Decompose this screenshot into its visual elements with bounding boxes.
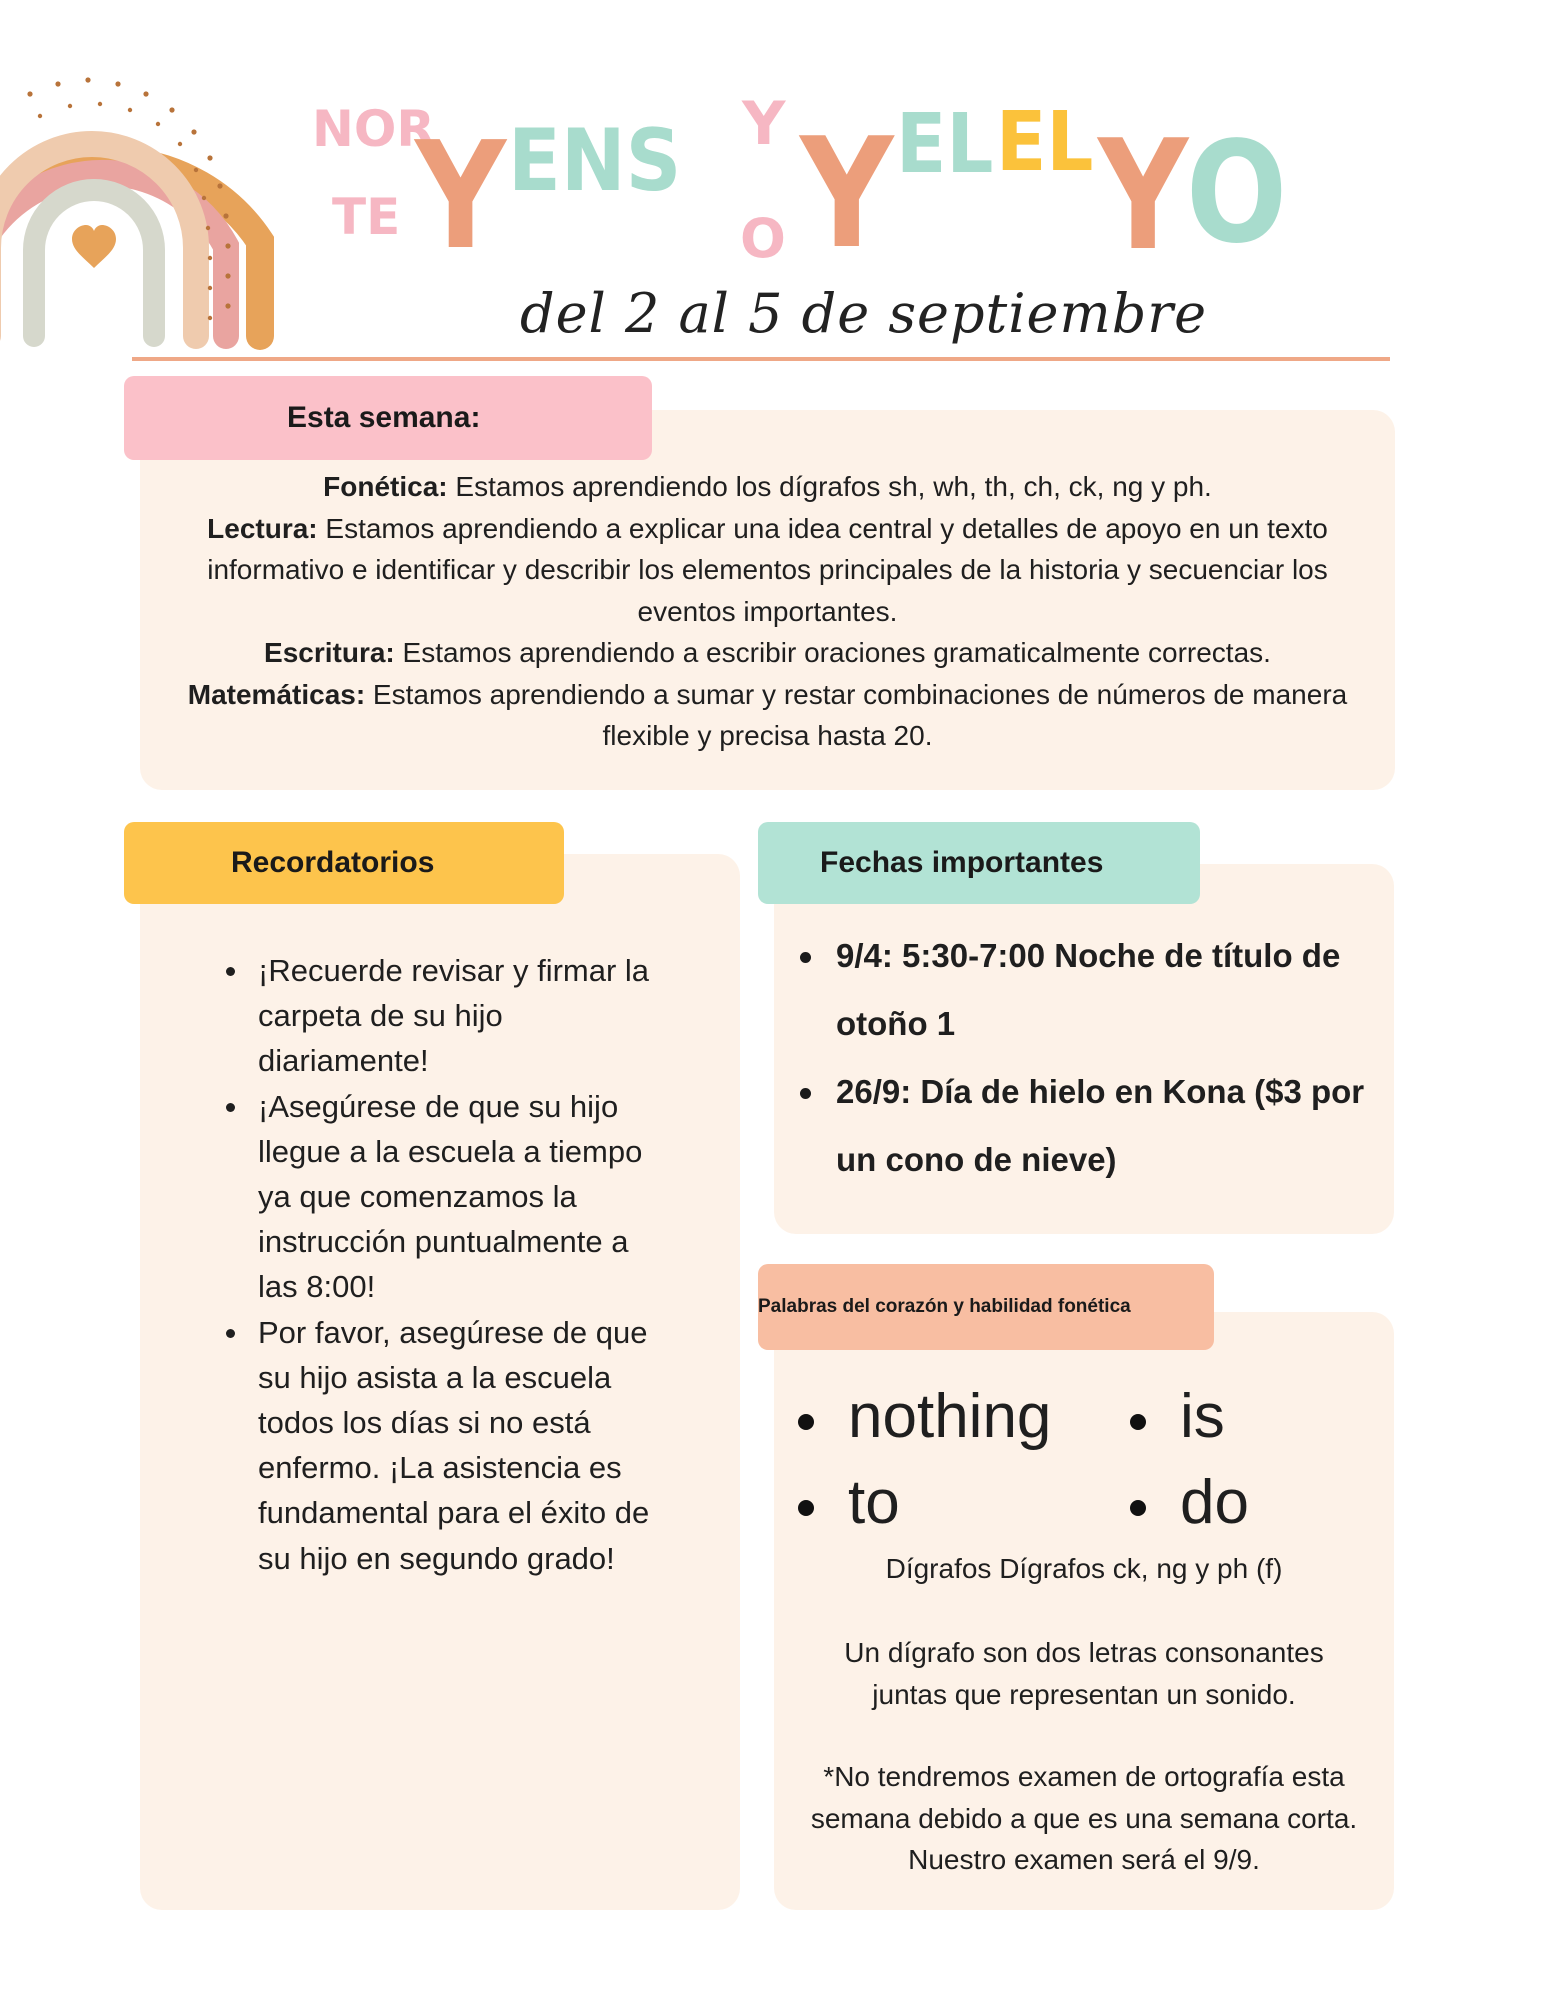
title-el: EL [996, 95, 1094, 190]
writing-label: Escritura: [264, 637, 395, 668]
list-item: 26/9: Día de hielo en Kona ($3 por un cono de nieve) [800, 1058, 1380, 1194]
this-week-heading: Esta semana: [124, 376, 652, 460]
important-dates-list [800, 922, 1380, 1194]
phonics-label: Fonética: [323, 471, 448, 502]
title-small-o: O [740, 207, 786, 270]
title-te: TE [332, 188, 401, 246]
list-item: Por favor, asegúrese de que su hijo asista a la escuela todos los días si no está enfermo. ¡La asistencia es fundamental para el éxito de su hijo en segundo grado! [226, 1310, 666, 1581]
title-small-y: Y [742, 89, 786, 159]
math-item [140, 674, 1395, 757]
math-label: Matemáticas: [187, 678, 366, 710]
reminders-list [226, 948, 666, 1581]
math-text: Estamos aprendiendo a sumar y restar combinaciones de números de manera flexible y precisa hasta 20. [365, 678, 1348, 751]
spelling-test-note: *No tendremos examen de ortografía esta semana debido a que es una semana corta. Nuestro examen será el 9/9. [810, 1761, 1358, 1875]
digraph-title: Dígrafos Dígrafos ck, ng y ph (f) [885, 1553, 1283, 1584]
heart-word: nothing [848, 1382, 1052, 1451]
header-divider [132, 357, 1390, 361]
phonics-item [140, 466, 1395, 508]
writing-item [140, 632, 1395, 674]
reading-label: Lectura: [207, 512, 318, 544]
heart-words-heading: Palabras del corazón y habilidad fonética [758, 1264, 1214, 1350]
phonics-text: Estamos aprendiendo los dígrafos sh, wh, th, ch, ck, ng y ph. [447, 471, 1212, 502]
important-dates-heading: Fechas importantes [758, 822, 1200, 904]
list-item: ¡Asegúrese de que su hijo llegue a la escuela a tiempo ya que comenzamos la instrucción puntualmente a las 8:00! [226, 1084, 666, 1310]
title-y: Y [800, 105, 894, 282]
heart-word: do [1180, 1468, 1249, 1537]
reading-text: Estamos aprendiendo a explicar una idea central y detalles de apoyo en un texto informativo e identificar y describir los elementos principales de la historia y secuenciar los eventos importantes. [207, 512, 1328, 627]
title-y: Y [1098, 107, 1189, 284]
list-item: ¡Recuerde revisar y firmar la carpeta de su hijo diariamente! [226, 948, 666, 1084]
week-dates: del 2 al 5 de septiembre [520, 282, 1208, 345]
heart-icon [72, 225, 116, 268]
digraph-definition: Un dígrafo son dos letras consonantes juntas que representan un sonido. [844, 1637, 1324, 1710]
list-item: 9/4: 5:30-7:00 Noche de título de otoño 1 [800, 922, 1380, 1058]
title-nor: NOR [312, 100, 435, 158]
heart-word: is [1180, 1382, 1225, 1451]
reading-item [140, 508, 1395, 633]
title-ens: ENS [508, 111, 682, 211]
reminders-heading: Recordatorios [124, 822, 564, 904]
heart-word: to [848, 1468, 900, 1537]
rainbow-illustration [0, 36, 290, 356]
title-y: Y [415, 110, 507, 282]
this-week-content [140, 466, 1395, 757]
writing-text: Estamos aprendiendo a escribir oraciones gramaticalmente correctas. [394, 637, 1271, 668]
title-el: EL [896, 97, 994, 192]
title-o: O [1186, 112, 1288, 275]
